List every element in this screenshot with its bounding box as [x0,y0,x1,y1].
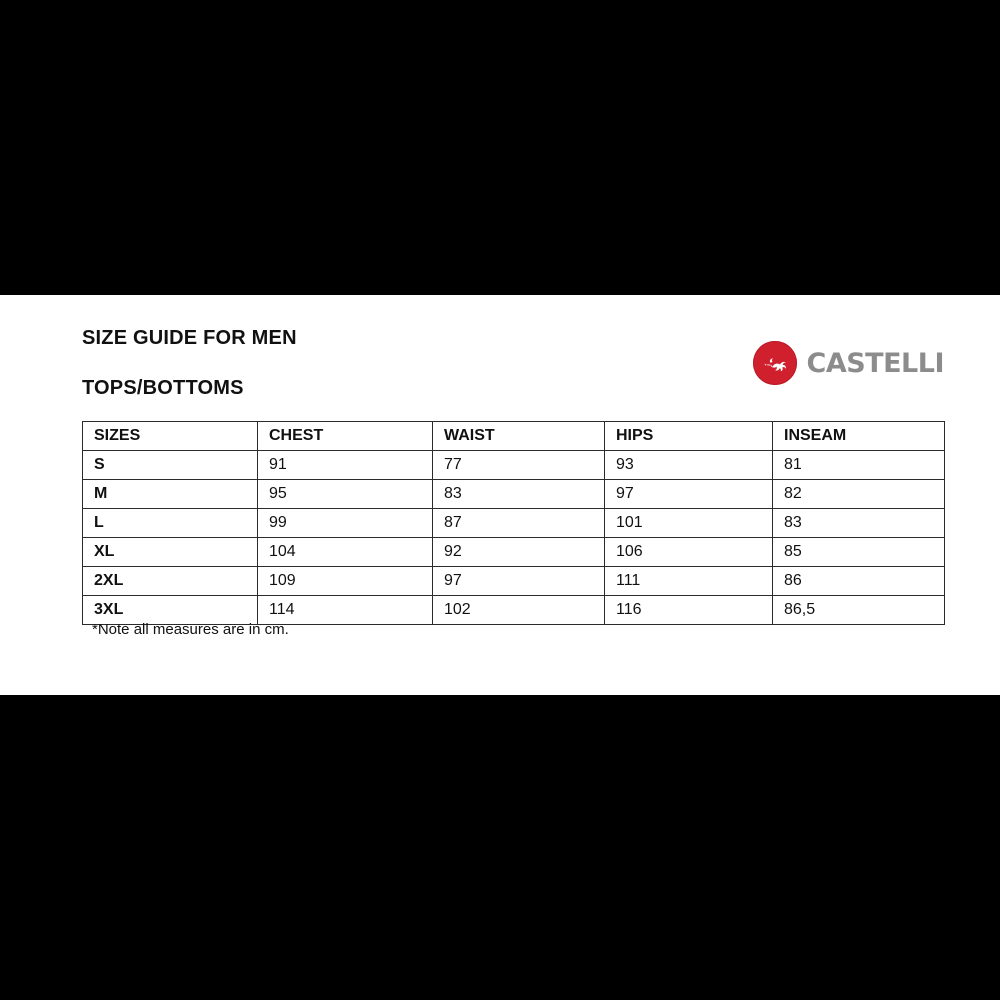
cell-hips: 111 [605,567,773,596]
cell-chest: 104 [258,538,433,567]
cell-inseam: 81 [773,451,945,480]
cell-size: XL [83,538,258,567]
cell-size: S [83,451,258,480]
cell-hips: 101 [605,509,773,538]
cell-waist: 102 [433,596,605,625]
table-row [83,509,945,538]
measurement-note: *Note all measures are in cm. [92,621,289,638]
column-header-sizes: SIZES [83,422,258,451]
cell-hips: 93 [605,451,773,480]
cell-chest: 109 [258,567,433,596]
cell-inseam: 83 [773,509,945,538]
cell-waist: 77 [433,451,605,480]
size-guide-table [82,421,945,625]
cell-inseam: 86 [773,567,945,596]
cell-waist: 83 [433,480,605,509]
cell-chest: 91 [258,451,433,480]
cell-hips: 116 [605,596,773,625]
column-header-chest: CHEST [258,422,433,451]
table-header-row [83,422,945,451]
cell-chest: 114 [258,596,433,625]
page-subtitle: TOPS/BOTTOMS [82,377,244,399]
column-header-hips: HIPS [605,422,773,451]
cell-hips: 97 [605,480,773,509]
table-row [83,538,945,567]
cell-size: 3XL [83,596,258,625]
cell-size: 2XL [83,567,258,596]
cell-inseam: 82 [773,480,945,509]
cell-waist: 92 [433,538,605,567]
scorpion-circle-icon [753,341,797,385]
column-header-inseam: INSEAM [773,422,945,451]
size-guide-sheet [0,295,1000,695]
table-row [83,451,945,480]
column-header-waist: WAIST [433,422,605,451]
cell-inseam: 86,5 [773,596,945,625]
table-row [83,567,945,596]
cell-chest: 99 [258,509,433,538]
cell-waist: 97 [433,567,605,596]
cell-waist: 87 [433,509,605,538]
table-row [83,480,945,509]
brand-logo [753,341,944,385]
brand-wordmark: CASTELLI [806,347,944,379]
cell-hips: 106 [605,538,773,567]
cell-chest: 95 [258,480,433,509]
page-title: SIZE GUIDE FOR MEN [82,327,297,349]
cell-size: L [83,509,258,538]
cell-inseam: 85 [773,538,945,567]
cell-size: M [83,480,258,509]
title-block [82,327,297,399]
